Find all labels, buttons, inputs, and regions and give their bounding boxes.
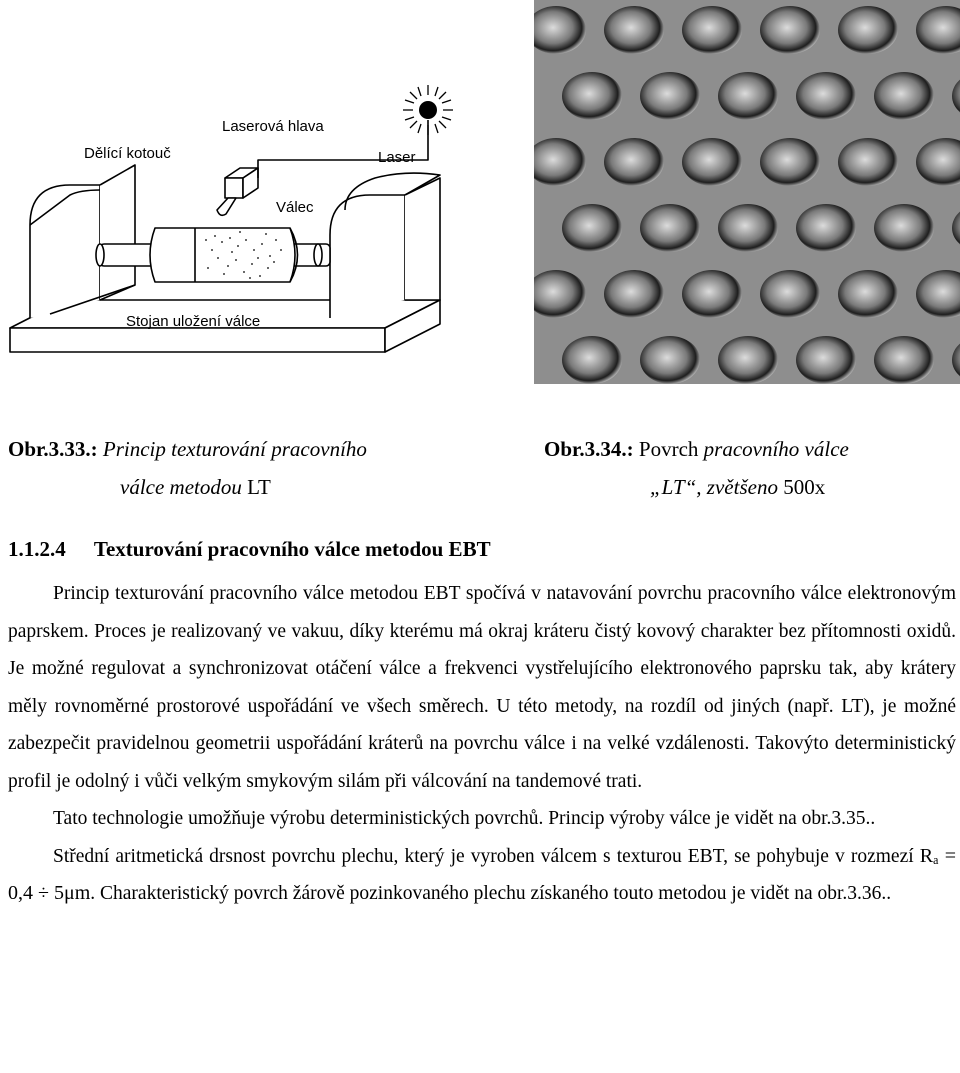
- figure-3-34-caption-line1: pracovního válce: [703, 437, 849, 461]
- figure-3-34-caption-plain: Povrch: [638, 437, 699, 461]
- figure-3-33-caption-line2: válce metodou: [120, 475, 242, 499]
- crater: [562, 72, 622, 120]
- crater: [874, 336, 934, 384]
- section-heading: [8, 537, 491, 562]
- section-number: 1.1.2.4: [8, 537, 66, 561]
- paragraph-3: [8, 838, 956, 913]
- crater: [838, 138, 898, 186]
- crater: [640, 336, 700, 384]
- figure-3-34-caption: [544, 430, 944, 506]
- figure-3-33-caption-line1: Princip texturování pracovního: [102, 437, 367, 461]
- crater: [718, 72, 778, 120]
- crater: [682, 138, 742, 186]
- label-laser-head: Laserová hlava: [222, 118, 324, 135]
- paragraph-3-text: Střední aritmetická drsnost povrchu plechu, který je vyroben válcem s texturou EBT, se pohybuje v rozmezí: [53, 845, 914, 867]
- crater: [874, 72, 934, 120]
- paragraph-2: Tato technologie umožňuje výrobu deterministických povrchů. Princip výroby válce je vidět na obr.3.35..: [53, 808, 876, 829]
- crater: [874, 204, 934, 252]
- label-dividing-disc: Dělící kotouč: [84, 145, 171, 162]
- figure-3-33-caption: [8, 430, 448, 506]
- crater: [838, 6, 898, 54]
- crater: [604, 270, 664, 318]
- laser-texturing-diagram: [0, 0, 534, 400]
- figure-3-33-caption-lt: LT: [247, 475, 271, 499]
- crater: [838, 270, 898, 318]
- label-roller-stand: Stojan uložení válce: [126, 313, 261, 330]
- paragraph-3-text-end: . Charakteristický povrch žárově pozinkovaného plechu získaného touto metodou je vidět na obr.3.36..: [90, 883, 892, 904]
- crater: [760, 270, 820, 318]
- section-title: Texturování pracovního válce metodou EBT: [93, 537, 491, 561]
- label-roller: Válec: [276, 199, 314, 216]
- figure-3-34-caption-magnification: 500x: [783, 475, 826, 499]
- crater: [562, 336, 622, 384]
- figure-3-34-caption-line2: „LT“, zvětšeno: [650, 475, 778, 499]
- crater: [682, 6, 742, 54]
- crater: [718, 336, 778, 384]
- crater: [562, 204, 622, 252]
- crater: [718, 204, 778, 252]
- label-laser: Laser: [378, 149, 416, 166]
- crater: [604, 6, 664, 54]
- crater: [760, 138, 820, 186]
- crater-texture-image: [534, 0, 960, 384]
- crater: [640, 72, 700, 120]
- roughness-formula: Rₐ = 0,4 ÷ 5μm: [8, 844, 957, 904]
- figure-3-33-number: Obr.3.33.:: [8, 437, 98, 461]
- figure-3-34-number: Obr.3.34.:: [544, 437, 634, 461]
- crater: [796, 204, 856, 252]
- crater: [640, 204, 700, 252]
- roller-surface-photo: [534, 0, 960, 384]
- paragraph-1: Princip texturování pracovního válce metodou EBT spočívá v natavování povrchu pracovního válce elektronovým paprskem. Proces je realizovaný ve vakuu, díky kterému má okraj kráteru čistý kovový charakter bez přítomnosti oxidů. Je možné regulovat a synchronizovat otáčení válce a frekvenci vystřelujícího elektronového paprsku tak, aby krátery měly rovnoměrné prostorové uspořádání ve všech směrech. U této metody, na rozdíl od jiných (např. LT), je možné zabezpečit pravidelnou geometrii uspořádání kráterů na povrchu válce i na velké vzdálenosti. Takovýto deterministický profil je odolný i vůči velkým smykovým silám při válcování na tandemové trati.: [8, 583, 956, 792]
- crater: [796, 72, 856, 120]
- crater: [760, 6, 820, 54]
- crater: [796, 336, 856, 384]
- crater: [604, 138, 664, 186]
- crater: [682, 270, 742, 318]
- body-text: [8, 575, 956, 913]
